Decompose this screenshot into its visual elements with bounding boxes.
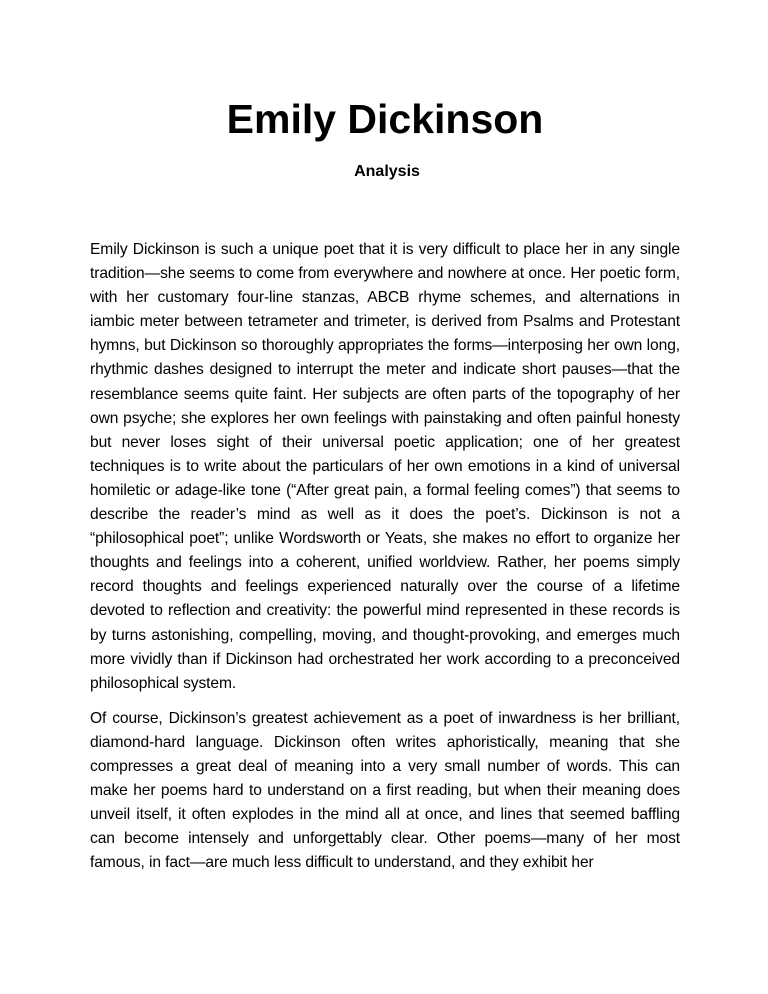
- document-subtitle: Analysis: [354, 163, 420, 180]
- document-title: Emily Dickinson: [226, 96, 544, 142]
- body-paragraph-2: Of course, Dickinson’s greatest achievement as a poet of inwardness is her brilliant, diamond-hard language. Dickinson often writes aphoristically, meaning that she compresses a great deal of meaning into a very small number of words. This can make her poems hard to understand on a first reading, but when their meaning does unveil itself, it often explodes in the mind all at once, and lines that seemed baffling can become intensely and unforgettably clear. Other poems—many of her most famous, in fact—are much less difficult to understand, and they exhibit her: [90, 709, 680, 872]
- document-body: [90, 238, 680, 875]
- body-paragraph-1: Emily Dickinson is such a unique poet that it is very difficult to place her in any single tradition—she seems to come from everywhere and nowhere at once. Her poetic form, with her customary four-line stanzas, ABCB rhyme schemes, and alternations in iambic meter between tetrameter and trimeter, is derived from Psalms and Protestant hymns, but Dickinson so thoroughly appropriates the forms—interposing her own long, rhythmic dashes designed to interrupt the meter and indicate short pauses—that the resemblance seems quite faint. Her subjects are often parts of the topography of her own psyche; she explores her own feelings with painstaking and often painful honesty but never loses sight of their universal poetic application; one of her greatest techniques is to write about the particulars of her own emotions in a kind of universal homiletic or adage-like tone (“After great pain, a formal feeling comes”) that seems to describe the reader’s mind as well as it does the poet’s. Dickinson is not a “philosophical poet”; unlike Wordsworth or Yeats, she makes no effort to organize her thoughts and feelings into a coherent, unified worldview. Rather, her poems simply record thoughts and feelings experienced naturally over the course of a lifetime devoted to reflection and creativity: the powerful mind represented in these records is by turns astonishing, compelling, moving, and thought-provoking, and emerges much more vividly than if Dickinson had orchestrated her work according to a preconceived philosophical system.: [90, 241, 680, 692]
